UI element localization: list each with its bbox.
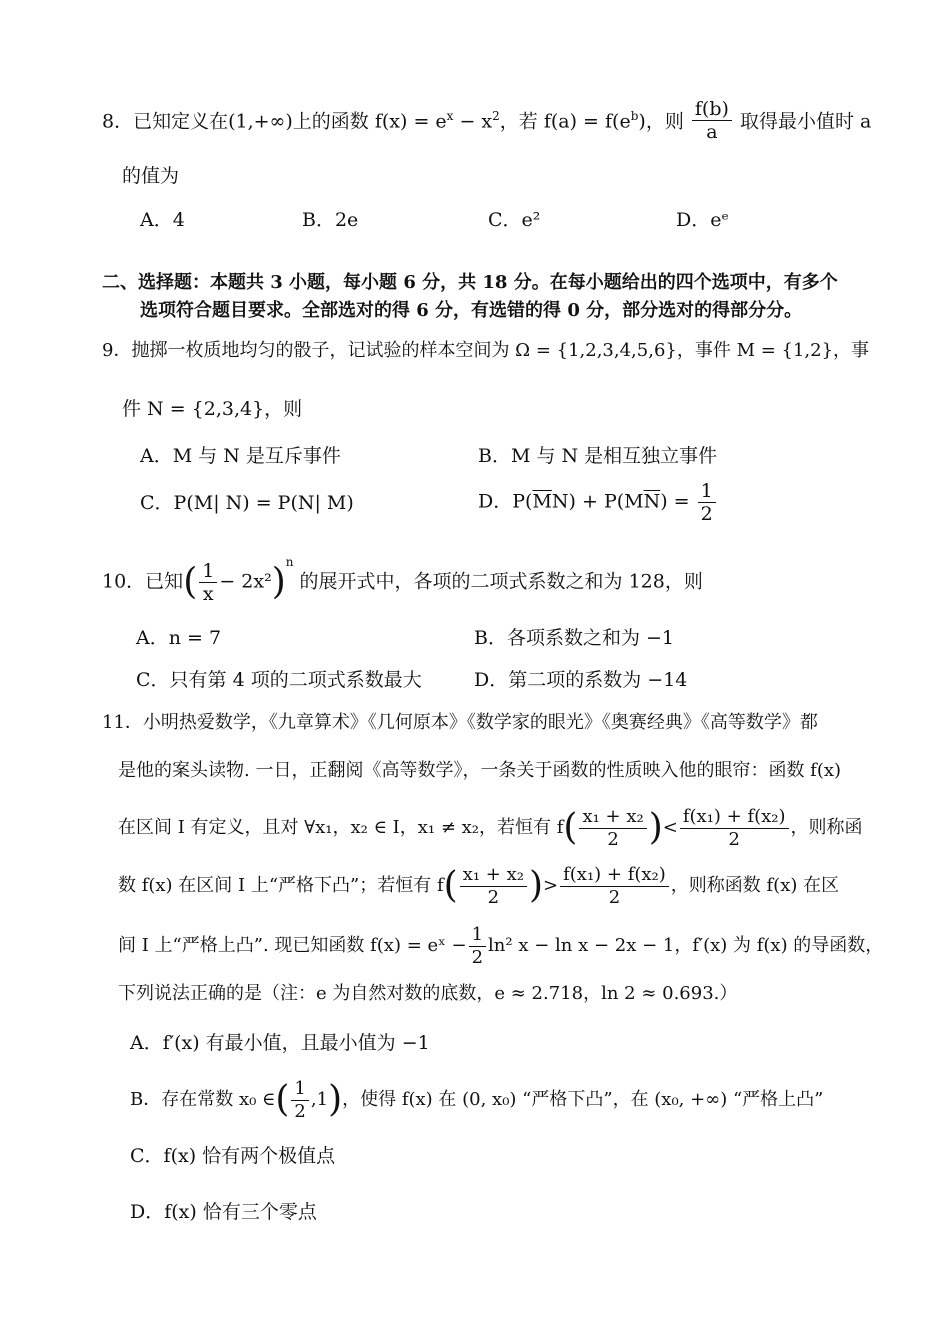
- q11-stem-line5: [118, 922, 883, 970]
- q11-l4-frac2-num: f(x₁) + f(x₂): [560, 864, 669, 887]
- q11-l5-frac-num: 1: [469, 924, 486, 947]
- q11-l4-frac1-num: x₁ + x₂: [460, 864, 527, 887]
- q11-stem-line3: [118, 804, 863, 852]
- q10-frac-num: 1: [199, 560, 217, 583]
- q11-b-frac-den: 2: [294, 1100, 306, 1122]
- section2-line1: 二、选择题：本题共 3 小题，每小题 6 分，共 18 分。在每小题给出的四个选项中，有多个: [102, 272, 838, 293]
- q11-l3-frac1-num: x₁ + x₂: [579, 806, 646, 829]
- q11-l5-text-a: 间 I 上“严格上凸”. 现已知函数 f(x) = eˣ −: [118, 935, 467, 956]
- q11-l4-paren-close: ): [528, 865, 544, 906]
- q11-l3-frac1-den: 2: [607, 828, 619, 850]
- q11-l4-text-a: 数 f(x) 在区间 I 上“严格下凸”；若恒有 f: [118, 875, 444, 896]
- q10-suffix: 的展开式中，各项的二项式系数之和为 128，则: [299, 570, 703, 593]
- q11-l5-text-b: ln² x − ln x − 2x − 1，f′(x) 为 f(x) 的导函数，: [488, 935, 884, 956]
- q10-exp: n: [285, 555, 294, 569]
- q8-option-c: C．e²: [488, 209, 541, 231]
- q8-sup-x: x: [446, 109, 454, 124]
- q9-option-a: A．M 与 N 是互斥事件: [140, 445, 341, 467]
- q9-d-mbar: $\overline{M}$: [532, 490, 552, 513]
- q9-d-frac-num: 1: [698, 480, 716, 503]
- q8-sup-b: b: [630, 109, 639, 124]
- q8-frac-num: f(b): [692, 98, 732, 121]
- q11-l3-text-a: 在区间 I 有定义，且对 ∀x₁，x₂ ∈ I，x₁ ≠ x₂，若恒有 f: [118, 817, 564, 838]
- q10-prefix: 10．已知: [102, 570, 184, 593]
- q11-l4-frac2-den: 2: [608, 886, 621, 908]
- q10-paren-open: (: [183, 561, 198, 603]
- q10-frac-den: x: [202, 582, 214, 605]
- q9-stem-line1: 9．抛掷一枚质地均匀的骰子，记试验的样本空间为 Ω = {1,2,3,4,5,6}，事件 M = {1,2}，事: [102, 340, 870, 361]
- q11-stem-line1: 11．小明热爱数学，《九章算术》《几何原本》《数学家的眼光》《奥赛经典》《高等数学》都: [102, 712, 818, 733]
- q8-text-a: 8．已知定义在(1,+∞)上的函数 f(x) = e: [102, 110, 447, 133]
- q11-l5-fraction: [469, 924, 486, 969]
- q8-fraction: [692, 98, 732, 143]
- q11-option-d: D．f(x) 恰有三个零点: [130, 1201, 317, 1223]
- q8-text-g: )，则: [638, 110, 684, 133]
- q11-option-a: A．f′(x) 有最小值，且最小值为 −1: [130, 1032, 430, 1054]
- q11-b-paren-close: ): [328, 1079, 343, 1120]
- q10-option-d: D．第二项的系数为 −14: [474, 669, 688, 691]
- q8-text-c: − x: [453, 110, 493, 133]
- q9-option-b: B．M 与 N 是相互独立事件: [478, 445, 718, 467]
- q8-text-h: 取得最小值时 a: [739, 110, 872, 133]
- q11-l3-frac2-den: 2: [728, 828, 740, 850]
- q8-text-e: ，若 f(a) = f(e: [499, 110, 631, 133]
- q8-option-d: D．eᵉ: [676, 209, 729, 231]
- q8-option-b: B．2e: [302, 209, 359, 231]
- q9-d-text-e: ) =: [660, 490, 690, 513]
- section2-line2: 选项符合题目要求。全部选对的得 6 分，有选错的得 0 分，部分选对的得部分分。: [140, 300, 803, 321]
- q8-stem-line1: [102, 100, 871, 145]
- q10-option-c: C．只有第 4 项的二项式系数最大: [136, 669, 422, 691]
- q10-option-b: B．各项系数之和为 −1: [474, 627, 675, 649]
- q9-d-text-a: D．P(: [478, 490, 533, 513]
- q11-l4-text-c: ，则称函数 f(x) 在区: [670, 875, 840, 896]
- q11-b-text-b: ,1: [310, 1089, 329, 1110]
- q11-l4-greater: >: [543, 875, 559, 896]
- q8-option-a: A．4: [140, 209, 185, 231]
- q11-b-text-c: ，使得 f(x) 在 (0, x₀) “严格下凸”，在 (x₀, +∞) “严格上凸”: [342, 1089, 824, 1110]
- q9-stem-line2: 件 N = {2,3,4}，则: [122, 398, 303, 420]
- q10-option-a: A．n = 7: [136, 627, 222, 649]
- q11-b-text-a: B．存在常数 x₀ ∈: [130, 1089, 276, 1110]
- q11-l4-paren-open: (: [443, 865, 458, 906]
- q11-l3-frac1: [579, 806, 646, 851]
- q11-l5-frac-den: 2: [471, 946, 484, 968]
- q11-l3-text-c: ，则称函: [790, 817, 863, 838]
- q11-l4-frac2: [560, 864, 669, 909]
- q11-l3-paren-close: ): [648, 807, 663, 848]
- q11-l4-frac1-den: 2: [487, 886, 500, 908]
- q11-l3-paren-open: (: [563, 807, 578, 848]
- q11-l3-frac2: [680, 806, 789, 851]
- q11-l3-frac2-num: f(x₁) + f(x₂): [680, 806, 789, 829]
- q10-paren-close: ): [271, 561, 286, 603]
- q11-stem-line4: [118, 862, 839, 910]
- q9-d-fraction: [698, 480, 716, 525]
- q9-option-d: [478, 480, 718, 525]
- q11-option-c: C．f(x) 恰有两个极值点: [130, 1145, 336, 1167]
- q10-mid: − 2x²: [219, 570, 272, 593]
- q10-fraction: [199, 560, 217, 605]
- q9-option-c: C．P(M| N) = P(N| M): [140, 492, 354, 514]
- q9-d-nbar: $\overline{N}$: [643, 490, 661, 513]
- q11-b-paren-open: (: [275, 1079, 290, 1120]
- q9-d-text-c: N) + P(M: [551, 490, 644, 513]
- q8-stem-line2: 的值为: [122, 165, 180, 187]
- q8-sup-2: 2: [492, 109, 500, 124]
- q11-l3-less: <: [662, 817, 678, 838]
- q11-option-b: [130, 1076, 823, 1124]
- q11-stem-line2: 是他的案头读物. 一日，正翻阅《高等数学》，一条关于函数的性质映入他的眼帘：函数 f(x): [118, 760, 842, 781]
- q9-d-frac-den: 2: [700, 503, 713, 525]
- q11-b-frac-num: 1: [291, 1078, 308, 1101]
- q11-b-fraction: [291, 1078, 308, 1123]
- q10-stem: [102, 552, 703, 606]
- q11-stem-line6: 下列说法正确的是（注：e 为自然对数的底数，e ≈ 2.718，ln 2 ≈ 0.693.）: [118, 983, 738, 1004]
- q8-frac-den: a: [706, 121, 718, 143]
- q11-l4-frac1: [460, 864, 527, 909]
